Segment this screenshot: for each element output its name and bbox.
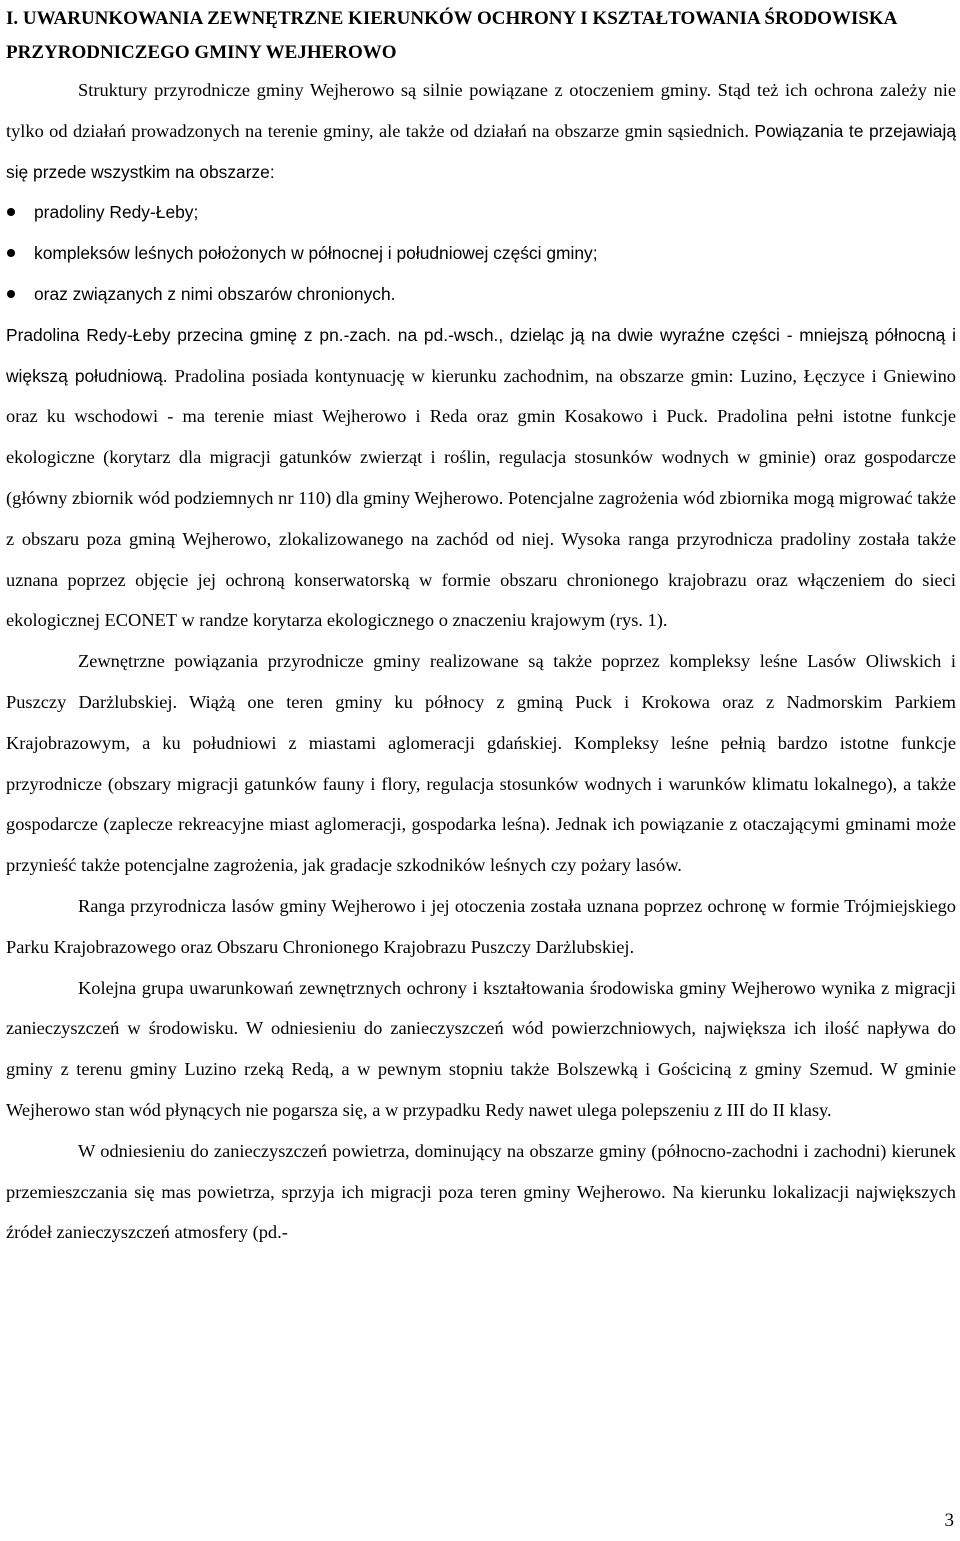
list-item-text: pradoliny Redy-Łeby; — [34, 202, 199, 223]
bullet-icon — [7, 249, 15, 257]
document-page — [6, 2, 956, 1253]
bullet-icon — [7, 290, 15, 298]
lasy-paragraph: Zewnętrzne powiązania przyrodnicze gminy realizowane są także poprzez kompleksy leśne Lasów Oliwskich i Puszczy Darżlubskiej. Wiążą one teren gminy ku północy z gminą Puck i Krokowa oraz z Nadmorskim Parkiem Krajobrazowym, a ku południowi z miastami aglomeracji gdańskiej. Kompleksy leśne pełnią bardzo istotne funkcje przyrodnicze (obszary migracji gatunków fauny i flory, regulacja stosunków wodnych i warunków klimatu lokalnego), a także gospodarcze (zaplecze rekreacyjne miast aglomeracji, gospodarka leśna). Jednak ich powiązanie z otaczającymi gminami może przynieść także potencjalne zagrożenia, jak gradacje szkodników leśnych czy pożary lasów. — [6, 651, 956, 876]
list-item-text: kompleksów leśnych położonych w północnej i południowej części gminy; — [34, 243, 598, 264]
list-item — [6, 233, 956, 274]
list-item-text: oraz związanych z nimi obszarów chronionych. — [34, 283, 396, 304]
pradolina-text-sans: Pradolina Redy-Łeby przecina gminę z pn.-zach. na pd.-wsch., dzieląc ją na dwie wyraźne części - mniejszą północną i większą południową. — [6, 324, 956, 386]
page-number: 3 — [944, 1510, 954, 1531]
water-pollution-paragraph: Kolejna grupa uwarunkowań zewnętrznych ochrony i kształtowania środowiska gminy Wejherowo wynika z migracji zanieczyszczeń w środowisku. W odniesieniu do zanieczyszczeń wód powierzchniowych, największa ich ilość napływa do gminy z terenu gminy Luzino rzeką Redą, a w pewnym stopniu także Bolszewką i Gościciną z gminy Szemud. W gminie Wejherowo stan wód płynących nie pogarsza się, a w przypadku Redy nawet ulega polepszeniu z III do II klasy. — [6, 977, 956, 1120]
pradolina-paragraph — [6, 315, 956, 641]
intro-paragraph — [6, 70, 956, 192]
section-heading: I. UWARUNKOWANIA ZEWNĘTRZNE KIERUNKÓW OCHRONY I KSZTAŁTOWANIA ŚRODOWISKA PRZYRODNICZEGO GMINY WEJHEROWO — [6, 8, 897, 63]
bullet-icon — [7, 208, 15, 216]
air-pollution-paragraph: W odniesieniu do zanieczyszczeń powietrza, dominujący na obszarze gminy (północno-zachodni i zachodni) kierunek przemieszczania się mas powietrza, sprzyja ich migracji poza teren gminy Wejherowo. Na kierunku lokalizacji największych źródeł zanieczyszczeń atmosfery (pd.- — [6, 1140, 956, 1243]
list-item — [6, 274, 956, 315]
list-item — [6, 192, 956, 233]
intro-text-serif: Struktury przyrodnicze gminy Wejherowo są silnie powiązane z otoczeniem gminy. Stąd też ich ochrona zależy nie tylko od działań prowadzonych na terenie gminy, ale także od działań na obszarze gmin sąsiednich. — [6, 80, 956, 141]
intro-text-sans: Powiązania te przejawiają się przede wszystkim na obszarze: — [6, 120, 956, 182]
ranga-paragraph: Ranga przyrodnicza lasów gminy Wejherowo i jej otoczenia została uznana poprzez ochronę w formie Trójmiejskiego Parku Krajobrazowego oraz Obszaru Chronionego Krajobrazu Puszczy Darżlubskiej. — [6, 895, 956, 957]
bullet-list — [6, 192, 956, 314]
pradolina-text-serif: Pradolina posiada kontynuację w kierunku zachodnim, na obszarze gmin: Luzino, Łęczyce i Gniewino oraz ku wschodowi - ma terenie miast Wejherowo i Reda oraz gmin Kosakowo i Puck. Pradolina pełni istotne funkcje ekologiczne (korytarz dla migracji gatunków zwierząt i roślin, regulacja stosunków wodnych w gminie) oraz gospodarcze (główny zbiornik wód podziemnych nr 110) dla gminy Wejherowo. Potencjalne zagrożenia wód zbiornika mogą migrować także z obszaru poza gminą Wejherowo, zlokalizowanego na zachód od niej. Wysoka ranga przyrodnicza pradoliny została także uznana poprzez objęcie jej ochroną konserwatorską w formie obszaru chronionego krajobrazu oraz włączeniem do sieci ekologicznej ECONET w randze korytarza ekologicznego o znaczeniu krajowym (rys. 1). — [6, 365, 957, 631]
